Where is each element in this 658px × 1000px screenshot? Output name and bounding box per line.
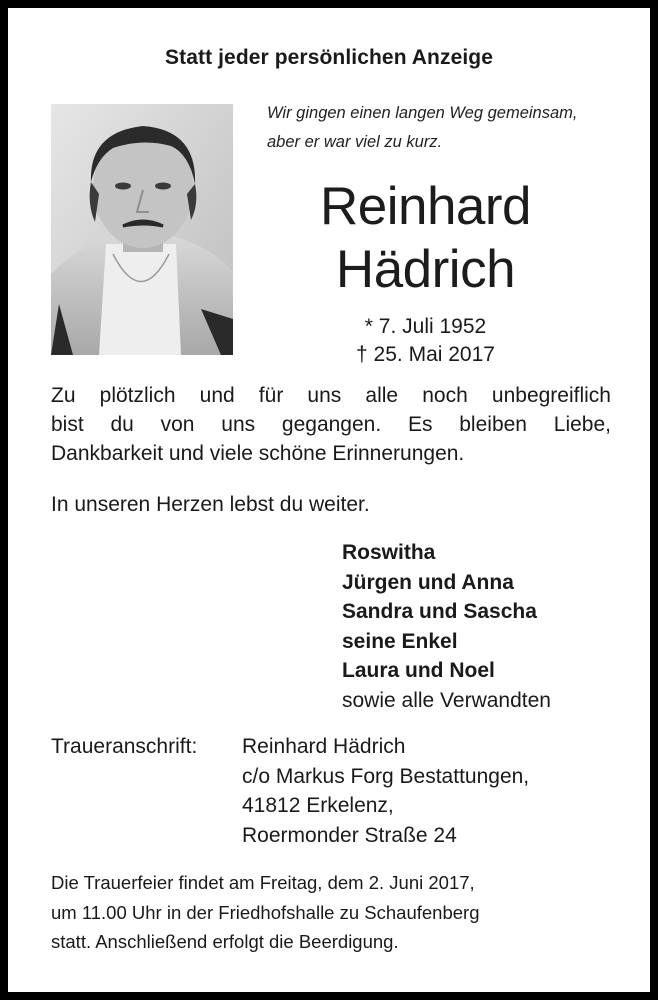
address-line: c/o Markus Forg Bestattungen,	[242, 764, 530, 788]
mourner-name: Sandra und Sascha	[342, 600, 537, 623]
mourning-address	[242, 732, 529, 850]
service-line: Die Trauerfeier findet am Freitag, dem 2. Juni 2017,	[51, 872, 475, 893]
quote-line: aber er war viel zu kurz.	[267, 133, 443, 151]
memorial-message	[51, 381, 611, 468]
message-line: Zu plötzlich und für uns alle noch unbegreiflich	[51, 384, 611, 407]
death-date: † 25. Mai 2017	[356, 343, 495, 366]
mourners-list	[342, 538, 551, 715]
deceased-last-name: Hädrich	[335, 240, 516, 299]
portrait-image	[51, 104, 233, 355]
address-line: Roermonder Straße 24	[242, 823, 457, 847]
mourner-name: Laura und Noel	[342, 659, 495, 682]
header-title: Statt jeder persönlichen Anzeige	[165, 46, 493, 69]
birth-date: * 7. Juli 1952	[364, 315, 487, 338]
mourner-name: Jürgen und Anna	[342, 570, 514, 594]
service-line: um 11.00 Uhr in der Friedhofshalle zu Schaufenberg	[51, 901, 480, 923]
funeral-service-info	[51, 868, 611, 957]
quote-line: Wir gingen einen langen Weg gemeinsam,	[267, 104, 578, 122]
mourner-name: seine Enkel	[342, 629, 458, 653]
deceased-first-name: Reinhard	[319, 177, 532, 236]
closing-line: In unseren Herzen lebst du weiter.	[51, 493, 370, 516]
quote	[267, 99, 627, 157]
service-line: statt. Anschließend erfolgt die Beerdigung.	[51, 931, 399, 952]
portrait-photo	[51, 104, 233, 355]
mourner-name: Roswitha	[342, 541, 436, 564]
address-line: 41812 Erkelenz,	[242, 794, 394, 817]
message-line: bist du von uns gegangen. Es bleiben Liebe,	[51, 413, 611, 436]
mourners-tail: sowie alle Verwandten	[342, 688, 551, 712]
address-line: Reinhard Hädrich	[242, 735, 406, 758]
message-line: Dankbarkeit und viele schöne Erinnerungen.	[51, 442, 465, 465]
address-label: Traueranschrift:	[51, 735, 198, 758]
